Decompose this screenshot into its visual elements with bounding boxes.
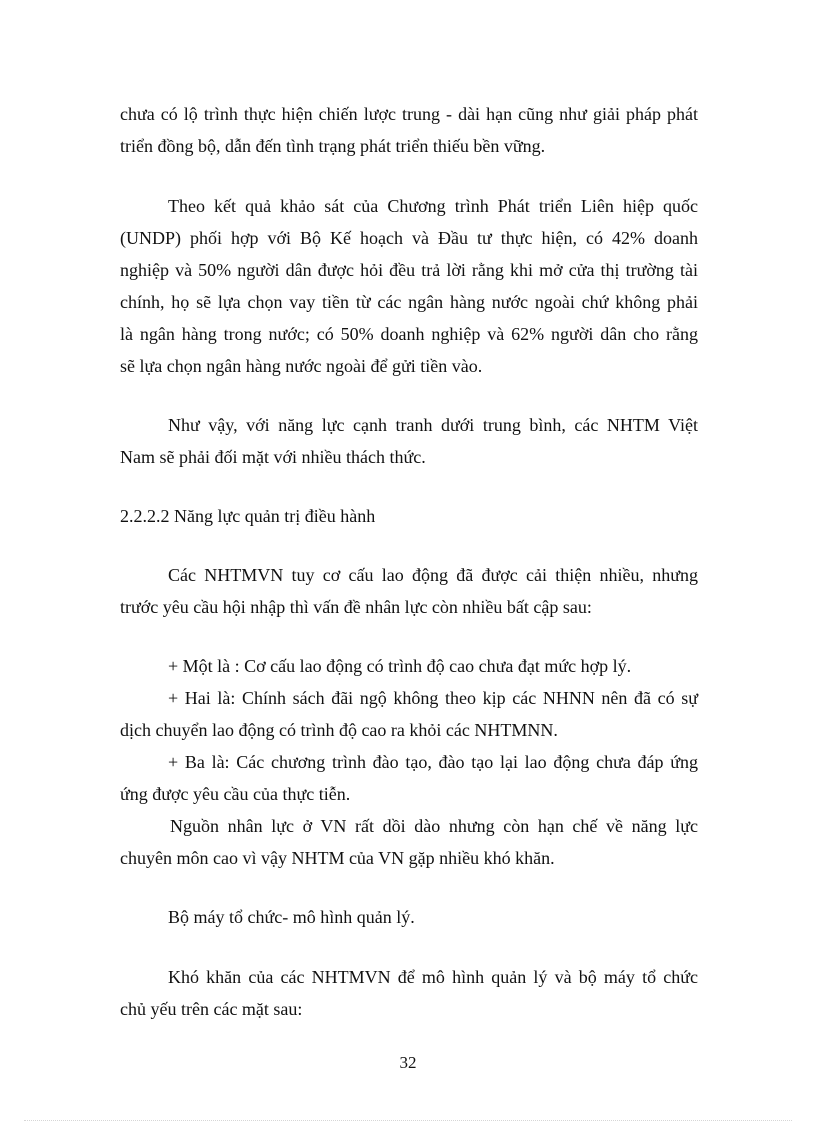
section-heading: 2.2.2.2 Năng lực quản trị điều hành bbox=[120, 506, 376, 526]
subheading: Bộ máy tổ chức- mô hình quản lý. bbox=[168, 907, 415, 927]
paragraph-line: là ngân hàng trong nước; có 50% doanh nghiệp và 62% người dân cho rằng bbox=[120, 324, 698, 344]
list-item: + Hai là: Chính sách đãi ngộ không theo kịp các NHNN nên đã có sự bbox=[168, 688, 698, 708]
paragraph-line: sẽ lựa chọn ngân hàng nước ngoài để gửi tiền vào. bbox=[120, 356, 483, 376]
paragraph-line: chủ yếu trên các mặt sau: bbox=[120, 999, 303, 1019]
page-number: 32 bbox=[399, 1053, 417, 1072]
paragraph-line: triển đồng bộ, dẫn đến tình trạng phát triển thiếu bền vững. bbox=[120, 136, 546, 156]
paragraph-line: Nam sẽ phải đối mặt với nhiều thách thức. bbox=[120, 447, 426, 467]
paragraph-line: chuyên môn cao vì vậy NHTM của VN gặp nhiều khó khăn. bbox=[120, 848, 555, 868]
page-bottom-divider bbox=[24, 1120, 792, 1121]
paragraph-line: Khó khăn của các NHTMVN để mô hình quản lý và bộ máy tổ chức bbox=[168, 967, 698, 987]
paragraph-line: trước yêu cầu hội nhập thì vấn đề nhân lực còn nhiều bất cập sau: bbox=[120, 597, 592, 617]
paragraph-line: Như vậy, với năng lực cạnh tranh dưới trung bình, các NHTM Việt bbox=[168, 415, 698, 435]
paragraph-line: chính, họ sẽ lựa chọn vay tiền từ các ngân hàng nước ngoài chứ không phải bbox=[120, 292, 698, 312]
list-item: + Một là : Cơ cấu lao động có trình độ cao chưa đạt mức hợp lý. bbox=[168, 656, 632, 676]
paragraph-line: chưa có lộ trình thực hiện chiến lược trung - dài hạn cũng như giải pháp phát bbox=[120, 104, 698, 124]
paragraph-line: Nguồn nhân lực ở VN rất dồi dào nhưng còn hạn chế về năng lực bbox=[170, 816, 698, 836]
paragraph-line: Theo kết quả khảo sát của Chương trình Phát triển Liên hiệp quốc bbox=[168, 196, 698, 216]
paragraph-line: nghiệp và 50% người dân được hỏi đều trả lời rằng khi mở cửa thị trường tài bbox=[120, 260, 698, 280]
paragraph-line: Các NHTMVN tuy cơ cấu lao động đã được cải thiện nhiều, nhưng bbox=[168, 565, 698, 585]
list-item-continuation: ứng được yêu cầu của thực tiễn. bbox=[120, 784, 351, 804]
paragraph-line: (UNDP) phối hợp với Bộ Kế hoạch và Đầu tư thực hiện, có 42% doanh bbox=[120, 228, 698, 248]
list-item: + Ba là: Các chương trình đào tạo, đào tạo lại lao động chưa đáp ứng bbox=[168, 752, 698, 772]
list-item-continuation: dịch chuyển lao động có trình độ cao ra khỏi các NHTMNN. bbox=[120, 720, 558, 740]
